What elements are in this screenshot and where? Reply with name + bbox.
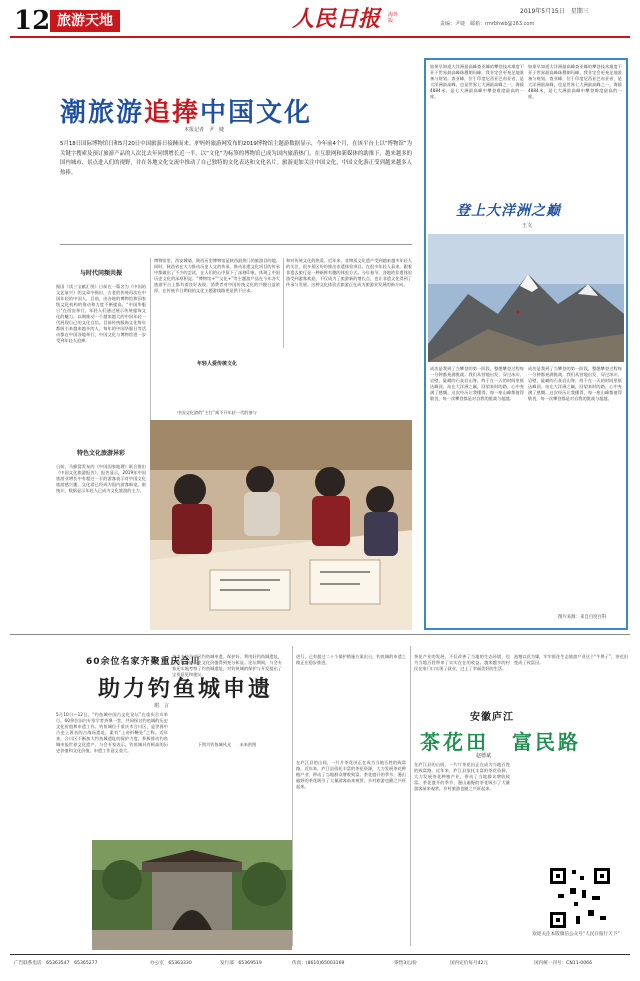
mountain-photo	[428, 234, 624, 362]
feature-bottom-text-2: 成功是我到了当攀登的第一阶段，整趟攀登过程每一分钟都充满挑战。我们从营地出发，穿过冰川、岩壁、陡峭的石灰岩山脊，终于在一天的时间里抵达峰顶。站在大洋洲之巅，回望来时的路，心中充满了感慨。这次经历让我懂得，每一座山峰都值得敬畏，每一次攀登都是对自我的挑战与超越。	[528, 366, 622, 401]
feature-author: 王文	[522, 223, 533, 229]
footer-price: 零售3元/份	[394, 961, 417, 966]
feature-photo-credit: 图片来源：来自百度百科	[558, 615, 607, 620]
newspaper-logo-sub: 海外版	[388, 12, 399, 24]
fishing-city-photo	[92, 840, 292, 950]
editor-info: 责编：尹婕 邮箱：rmrbhwb@163.com	[440, 21, 535, 27]
article3-col2: 在庐江县的山间，一片片茶花田正在成为当地百姓的致富路。近年来，庐江县依托丰富的茶花资源，大力发展茶花种植产业，带动了当地群众增收致富。茶花盛开的季节，漫山遍野的茶花吸引了大量游客前来观赏，乡村旅游也随之兴旺起来。	[414, 762, 510, 791]
column-rule	[410, 646, 411, 946]
article2-byline: 珺 言	[154, 703, 170, 709]
newspaper-logo: 人民日报	[292, 6, 381, 32]
article3-title: 茶花田 富民路	[420, 730, 581, 754]
qr-caption: 欢迎关注本版微信公众号“人民日报行天下”	[532, 932, 620, 937]
footer-dist: 发行部 65369519	[220, 961, 262, 966]
divider	[60, 244, 412, 245]
page-number: 12	[14, 6, 51, 36]
article1-subhead-2: 特色文化旅游异彩	[76, 450, 125, 457]
article1-title: 潮旅游追捧中国文化	[60, 98, 313, 128]
article3-byline: 赵德斌	[476, 753, 492, 759]
article2-pretitle: 60余位名家齐聚重庆合川	[86, 657, 201, 667]
feature-top-text-2: 如果早知道大洋洲最高峰查亚峰的攀登技术难度不亚于世界最高峰珠穆朗玛峰，我肯定会更充足地准备与规划。查亚峰，位于印度尼西亚巴布亚省，是大洋洲最高峰，也是世界七大洲最高峰之一，海拔4884米，是七大洲最高峰中攀登难度最高的一座。	[528, 64, 622, 99]
students-photo	[150, 420, 412, 630]
article2-photo-caption: 下图为钓鱼城风光 未来供图	[197, 742, 257, 747]
article1-subhead-1: 与时代同频共振	[79, 270, 122, 277]
article2-col2: 大力支持合川区钓鱼城申遗，保护好、利用好钓鱼城遗址，让钓鱼城的历史文化价值得到充分彰显。论坛期间，与会专家还实地考察了钓鱼城遗址，对钓鱼城的保护与开发提出了宝贵意见和建议。	[172, 654, 282, 677]
article1-col2: 博物馆里，西安城墙、陕西历史博物馆是陕西最热门的旅游目的地。同时，陕西省在大力推动历史人文的传承、推动非遗文化项目的传承中都做出了不少的尝试，在人们的心中留下了深刻印象，体现了中国历史文化的深厚积淀。“博物馆+”“文化+”等主题游产品在今年各大旅游平台上都有着良好表现，消费者对中国传统文化的兴趣日益浓厚，在传统节日期间的文化主题游线路更是供不应求。	[154, 258, 280, 293]
section-divider	[10, 634, 630, 635]
article3-col3: 池塘以花为媒，牢牢抓住生态旅游产业这个“牛鼻子”，茶花田变成了致富田。	[514, 654, 628, 665]
footer-license: 国内统一刊号：CN11-0066	[534, 961, 592, 966]
article3-col1: 在庐江县的山间，一片片茶花田正在成为当地百姓的致富路。近年来，庐江县依托丰富的茶花资源，大力发展茶花种植产业，带动了当地群众增收致富。茶花盛开的季节，漫山遍野的茶花吸引了大量游客前来观赏，乡村旅游也随之兴旺起来。	[296, 760, 406, 789]
feature-title: 登上大洋洲之巅	[456, 203, 561, 219]
article1-col1b: 日前，马蜂窝发布的《中国国家地理》联合推出《中国文化旅游报告》，报告显示，2019年中国旅游业增长中有超过一半的游客表示对中国文化旅游感兴趣，文化游已经成为国内游客新宠。据统计，数据显示年轻人已成为文化旅游的主力。	[56, 464, 146, 493]
issue-date: 2019年5月15日 星期三	[520, 8, 589, 15]
column-rule	[283, 258, 284, 348]
article1-col1: 据国《读三宝献汇图》日前在一篇名为《中国的文艺复兴》的文章中指出，古老的传统再次在中国年轻的中国人，目前，由各地的博物馆和国家级文化机构的推动和力度不断提高，“中国华服日”在西安举行，年轻人们通过展示传统服饰文化的魅力，以期推动一个越来越大的中国年轻一代展现自己的文化自信。目前传统服饰文化每年都吸引来越来越多的人，每年的中国华服日等活动都在中国各地举行，中国文化与博物馆进一步受到年轻人追捧。	[56, 284, 146, 343]
footer-office: 办公室 65363330	[150, 961, 192, 966]
article3-intro: 茶花产业的发展，不仅改善了当地的生态环境，也为当地百姓带来了实实在在的收益。越来越多的村民在家门口实现了就业，过上了幸福美好的生活。	[414, 654, 510, 671]
article2-col3: 进行，已有超过二十个保护措施方案出台，钓鱼城的申遗之路正在稳步推进。	[296, 654, 406, 665]
article1-col3: 和对传统文化的热爱。近年来，非物质文化遗产受到越来越多年轻人的关注，很多景区纷纷推出非遗体验项目。在很多年轻人看来，跟着非遗去旅行是一种新鲜有趣的体验方式。今年春节，各地的非遗体验游受到游客欢迎，不仅成为了旅游新的增长点，也让非遗文化得到了传承与发展。这种文化体验式旅游正在成为旅游业发展的新方向。	[286, 258, 412, 287]
feature-top-text: 如果早知道大洋洲最高峰查亚峰的攀登技术难度不亚于世界最高峰珠穆朗玛峰，我肯定会更充足地准备与规划。查亚峰，位于印度尼西亚巴布亚省，是大洋洲最高峰，也是世界七大洲最高峰之一，海拔4884米，是七大洲最高峰中攀登难度最高的一座。	[430, 64, 524, 99]
column-rule	[292, 646, 293, 946]
article1-photo-caption: 年轻人爱传统文化	[196, 361, 237, 367]
footer-postal: 国内定价每月42元	[450, 961, 489, 966]
footer-rule	[10, 954, 630, 955]
footer-ad-phone: 广告联系电话 65363547 65365277	[14, 961, 98, 966]
article1-lead: 5月18日国际博物馆日和5月20日中国旅游日接踵而来。驴妈妈旅游网发布的2019博物馆主题游数据显示，今年前4个月，在该平台上以“博物馆”为关键字搜索及预订旅游产品的人次比去年同期增长近一半。以“文化”为标签的博物馆已成为国内旅游热门。在互联网和新媒体的助推下，越来越多的国内城市、景点进入们的视野，并在各地文化交流中推动了自己独特的文化表达和文化名片。旅游更加关注中国文化，中国文化游正受到越来越多人热捧。	[60, 141, 412, 176]
article2-col1: 5月10日—12日，“钓鱼城中国古文化论坛”在重庆合川举行，60余位国内专家学者齐聚一堂，共同探讨钓鱼城的历史文化价值和申遗工作。钓鱼城位于重庆市合川区，是世界中古史上著名的古战场遗址，素有“上帝折鞭处”之称。近年来，合川区不断加大钓鱼城遗址的保护力度，积极推动钓鱼城申报世界文化遗产。与会专家表示，钓鱼城具有极高的历史价值和文化价值，申遗工作意义重大。	[56, 712, 168, 753]
footer-fax: 传真：(8610)65003169	[292, 961, 345, 966]
feature-bottom-text: 成功是我到了当攀登的第一阶段，整趟攀登过程每一分钟都充满挑战。我们从营地出发，穿过冰川、岩壁、陡峭的石灰岩山脊，终于在一天的时间里抵达峰顶。站在大洋洲之巅，回望来时的路，心中充满了感慨。这次经历让我懂得，每一座山峰都值得敬畏，每一次攀登都是对自我的挑战与超越。	[430, 366, 524, 401]
article1-byline: 本报记者 尹 婕	[184, 127, 225, 133]
article3-pretitle: 安徽庐江	[470, 712, 514, 723]
header-rule	[10, 36, 630, 38]
wechat-qr-code	[548, 866, 612, 930]
article2-title: 助力钓鱼城申遗	[98, 677, 274, 702]
section-tag: 旅游天地	[50, 10, 120, 32]
article1-photo-credit: 中国文化游的“主打”离不开年轻一代的参与	[177, 410, 257, 415]
